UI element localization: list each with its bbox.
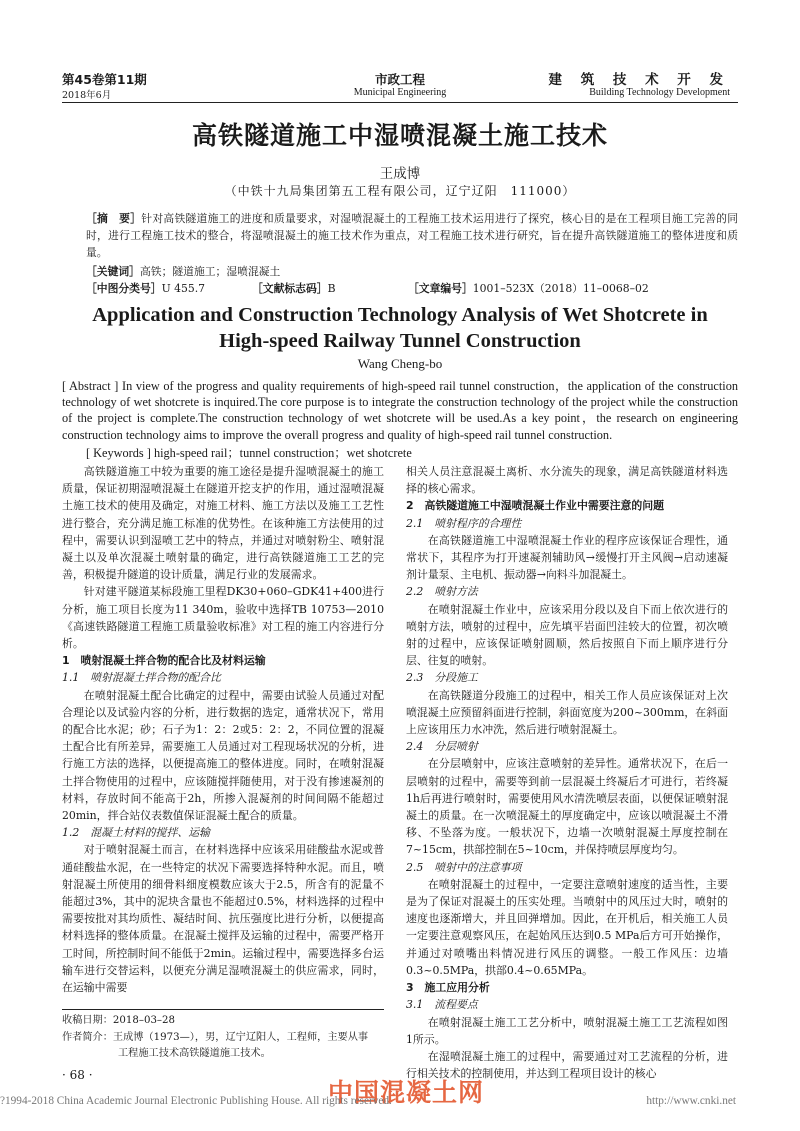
subsection-heading: 1.1 喷射混凝土拌合物的配合比 xyxy=(62,671,221,685)
author-bio-line1: 作者简介：王成博（1973—），男，辽宁辽阳人，工程师，主要从事 xyxy=(62,1032,369,1043)
keywords-en-text: high-speed rail；tunnel construction；wet shotcrete xyxy=(153,446,412,460)
copyright-notice: ?1994-2018 China Academic Journal Electronic Publishing House. All rights reserved. xyxy=(0,1095,392,1107)
section-heading: 1 喷射混凝土拌合物的配合比及材料运输 xyxy=(62,654,266,668)
author-bio-line2: 工程施工技术高铁隧道施工技术。 xyxy=(118,1048,271,1059)
paragraph: 在喷射混凝土的过程中，一定要注意喷射速度的适当性，主要是为了保证对混凝土的压实处理。当喷射中的风压过大时，喷射的速度也逐渐增大，并且回弹增加。因此，在开机后，相关施工人员一定要注意观察风压，在起始风压达到0.5 MPa后方可开始操作，并通过对喷嘴出料情况进行风压的调整。一般工作风压：边墙0.3~0.5MPa，拱部0.4~0.65MPa。 xyxy=(406,877,728,977)
body-left-column xyxy=(62,463,384,996)
article-no-field xyxy=(408,281,649,296)
doc-code-value: B xyxy=(327,282,336,295)
clc-label: ［中图分类号］ xyxy=(86,282,162,295)
page-number: · 68 · xyxy=(62,1068,93,1082)
journal-date: 2018年6月 xyxy=(62,90,112,101)
paper-title-cn: 高铁隧道施工中湿喷混凝土施工技术 xyxy=(191,121,608,150)
subsection-heading: 2.5 喷射中的注意事项 xyxy=(406,860,522,874)
article-no-value: 1001–523X（2018）11–0068–02 xyxy=(472,282,649,295)
keywords-cn-label: ［关键词］ xyxy=(86,265,140,278)
header-rule xyxy=(62,102,738,103)
paragraph: 在湿喷混凝土施工的过程中，需要通过对工艺流程的分析，进行相关技术的控制使用，并达到工程项目设计的核心 xyxy=(406,1049,728,1081)
keywords-en xyxy=(86,443,412,461)
journal-name-cn: 市政工程 xyxy=(374,72,425,87)
abstract-cn-text: 针对高铁隧道施工的进度和质量要求，对湿喷混凝土的工程施工技术运用进行了探究，核心目的是在工程项目施工完善的同时，进行工程施工技术的整合，将湿喷混凝土的施工技术作为重点，对工程施工技术进行研究，旨在提升高铁隧道施工的整体进度和质量。 xyxy=(86,212,739,259)
subsection-heading: 2.3 分段施工 xyxy=(406,671,478,685)
site-watermark: 中国混凝土网 xyxy=(328,1078,485,1107)
doc-code-field xyxy=(252,281,336,296)
keywords-cn xyxy=(86,264,280,279)
subsection-heading: 1.2 混凝土材料的搅拌、运输 xyxy=(62,826,211,840)
abstract-cn xyxy=(86,210,738,261)
received-date: 收稿日期：2018–03–28 xyxy=(62,1015,175,1026)
author-en: Wang Cheng-bo xyxy=(357,356,443,371)
clc-value: U 455.7 xyxy=(161,282,206,295)
abstract-en-label: [ Abstract ] xyxy=(62,379,119,393)
keywords-cn-text: 高铁；隧道施工；湿喷混凝土 xyxy=(139,265,281,278)
author-cn: 王成博 xyxy=(379,166,421,182)
paragraph: 对于喷射混凝土而言，在材料选择中应该采用硅酸盐水泥或普通硅酸盐水泥，在一些特定的状况下需要选择特种水泥。而且，喷射混凝土所使用的细骨料细度模数应该大于2.5，所含有的泥量不能超过3%，其中的泥块含量也不能超过0.5%，材料选择的过程中需要按批对其均质性、凝结时间、抗压强度比进行分析，以便提高材料选择的整体质量。在混凝土搅拌及运输的过程中，需要严格开工时间，所控制时间不能低于2min。运输过程中，需要选择多台运输车进行交替运料，以便充分满足湿喷混凝土的供应需求，同时，在运输中需要 xyxy=(62,843,384,995)
section-heading: 2 高铁隧道施工中湿喷混凝土作业中需要注意的问题 xyxy=(406,499,665,513)
paper-title-en-line2: High-speed Railway Tunnel Construction xyxy=(219,330,581,352)
section-heading: 3 施工应用分析 xyxy=(406,981,490,995)
subsection-heading: 3.1 流程要点 xyxy=(406,998,478,1012)
paragraph: 相关人员注意混凝土离析、水分流失的现象，满足高铁隧道材料选择的核心需求。 xyxy=(406,465,728,496)
subsection-heading: 2.4 分层喷射 xyxy=(406,740,478,754)
keywords-en-label: [ Keywords ] xyxy=(86,446,151,460)
paragraph: 针对建平隧道某标段施工里程DK30+060–GDK41+400进行分析，施工项目长度为11 340m，验收中选择TB 10753—2010《高速铁路隧道工程施工质量验收标准》对工程的施工内容进行分析。 xyxy=(62,585,384,651)
paragraph: 在喷射混凝土配合比确定的过程中，需要由试验人员通过对配合理论以及试验内容的分析，进行数据的选定，通常状况下，常用的配合比水泥；砂；石子为1：2：2或5：2：2，不同位置的混凝土配合比有所差异，需要施工人员通过对工程现场状况的分析，进行施工方法的选择，以便提高施工的整体进度。同时，在喷射混凝土拌合物使用的过程中，应该随搅拌随使用，对于没有掺速凝剂的材料，存放时间不能高于2h，所掺入混凝剂的时间间隔不能超过20min，拌合站仪表数值保证混凝土配合的质量。 xyxy=(62,688,384,823)
subsection-heading: 2.2 喷射方法 xyxy=(406,585,478,599)
paragraph: 在高铁隧道施工中湿喷混凝土作业的程序应该保证合理性，通常状下，其程序为打开速凝剂辅助风→缓慢打开主风阀→启动速凝剂计量泵、主电机、振动器→向料斗加混凝土。 xyxy=(406,533,728,582)
article-no-label: ［文章编号］ xyxy=(408,282,473,295)
abstract-cn-label: ［摘 要］ xyxy=(86,212,142,225)
subsection-heading: 2.1 喷射程序的合理性 xyxy=(406,516,522,530)
journal-issue: 第45卷第11期 xyxy=(62,72,147,87)
journal-right-en: Building Technology Development xyxy=(589,87,730,98)
paper-title-en xyxy=(0,302,800,354)
clc-field xyxy=(86,281,205,296)
paragraph: 在分层喷射中，应该注意喷射的差异性。通常状况下，在后一层喷射的过程中，需要等到前一层混凝土终凝后才可进行，若终凝1h后再进行喷射时，需要使用风水清洗喷层表面，以便保证喷射混凝土的质量。在一次喷混凝土的厚度确定中，应该以喷混凝土不滑移、不坠落为度。一般状况下，边墙一次喷射混凝土厚度控制在7~15cm，拱部控制在5~10cm，并保持喷层厚度均匀。 xyxy=(406,757,728,857)
journal-name-en: Municipal Engineering xyxy=(353,87,447,98)
paragraph: 在高铁隧道分段施工的过程中，相关工作人员应该保证对上次喷混凝土应预留斜面进行控制，斜面宽度为200~300mm，在斜面上应该用压力水冲洗，然后进行喷射混凝土。 xyxy=(406,688,728,737)
journal-right-cn: 建 筑 技 术 开 发 xyxy=(548,72,730,88)
paragraph: 在喷射混凝土施工工艺分析中，喷射混凝土施工工艺流程如图1所示。 xyxy=(406,1015,728,1046)
website-link[interactable]: http://www.cnki.net xyxy=(646,1095,736,1107)
abstract-en-text: In view of the progress and quality requirements of high-speed rail tunnel construction，the application of the construction technology of wet shotcrete is inquired.The core purpose is to integrate the construction technology of the project while the construction of the project is complete.The construction technology of wet shotcrete will be used.As a key point，the research on engineering construction technology aims to improve the overall progress and quality of high-speed rail tunnel construction. xyxy=(62,379,739,442)
body-right-column xyxy=(406,463,728,1082)
paragraph: 在喷射混凝土作业中，应该采用分段以及自下而上依次进行的喷射方法，喷射的过程中，应先填平岩面凹洼较大的位置，初次喷射的过程中，应该保证喷射圆顺，然后按照自下而上顺序进行分层、往复的喷射。 xyxy=(406,602,728,668)
doc-code-label: ［文献标志码］ xyxy=(252,282,328,295)
affiliation-cn: （中铁十九局集团第五工程有限公司，辽宁辽阳 111000） xyxy=(224,184,576,198)
abstract-en xyxy=(62,378,738,443)
footnote-rule xyxy=(62,1009,384,1010)
paragraph: 高铁隧道施工中较为重要的施工途径是提升湿喷混凝土的施工质量，保证初期湿喷混凝土在隧道开挖支护的作用，通过湿喷混凝土施工技术的使用及确定，对施工材料、施工方法以及施工工艺性进行整合，充分满足施工标准的优势性。在该种施工方法使用的过程中，需要认识到湿喷工艺中的特点，并通过对喷射粉尘、喷射混凝土以及单次混凝土喷射量的确定，进行高铁隧道施工工艺的完善，积极提升隧道的设计质量，满足行业的发展需求。 xyxy=(62,465,384,582)
paper-title-en-line1: Application and Construction Technology Analysis of Wet Shotcrete in xyxy=(92,304,708,326)
